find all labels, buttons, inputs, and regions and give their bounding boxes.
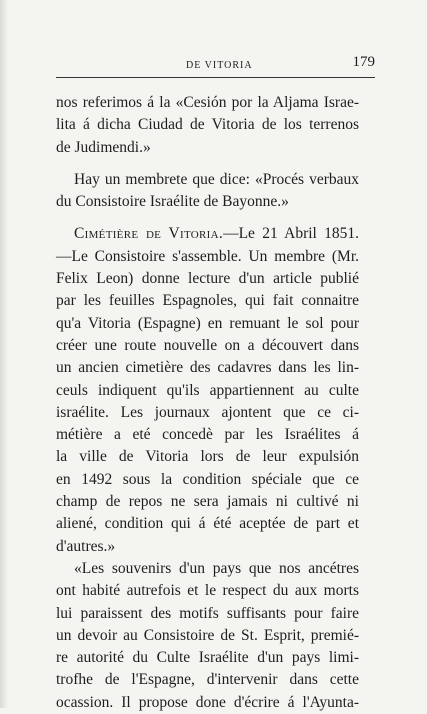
- body-text: [56, 92, 359, 714]
- text-line: lita á dicha Ciudad de Vitoria de los terrenos: [56, 116, 359, 134]
- section-heading: Cimétière de Vitoria.: [74, 225, 224, 243]
- section-heading-line: [56, 223, 359, 245]
- text-line: re autorité du Culte Israélite d'un pays limi-: [56, 649, 359, 667]
- header-rule: [56, 77, 375, 78]
- text-line: aliené, condition qui á été aceptée de part et: [56, 515, 359, 533]
- text-line: ocassion. Il propose done d'écrire á l'Ayunta-: [56, 693, 359, 711]
- text-line: par les feuilles Espagnoles, qui fait connaitre: [56, 292, 359, 310]
- text-line: champ de repos ne sera jamais ni cultivé ni: [56, 493, 359, 511]
- text-line: métière a eté concedè par les Israélites á: [56, 426, 359, 444]
- text-line: qu'a Vitoria (Espagne) en remuant le sol pour: [56, 314, 359, 332]
- text-line: ceuls indiquent qu'ils appartiennent au culte: [56, 381, 359, 399]
- text-line: «Les souvenirs d'un pays que nos ancétres: [74, 559, 359, 577]
- page-number: 179: [352, 54, 375, 70]
- text-line: un devoir au Consistoire de St. Esprit, premié-: [56, 626, 359, 644]
- text-line: nos referimos á la «Cesión por la Aljama Israe-: [56, 94, 359, 111]
- text-line: d'autres.»: [56, 537, 116, 555]
- text-line: trofhe de l'Espagne, d'intervenir dans cette: [56, 671, 359, 689]
- text-line: Felix Leon) donne lecture d'un article publié: [56, 270, 359, 288]
- text-line: ont habité autrefois et le respect du aux morts: [56, 582, 359, 600]
- text-line: en 1492 sous la condition spéciale que ce: [56, 470, 359, 488]
- text-line: —Le Consistoire s'assemble. Un membre (Mr.: [56, 247, 359, 265]
- text-line: un ancien cimetière des cadavres dans les lin-: [56, 359, 359, 377]
- text-line: israélite. Les journaux ajontent que ce ci-: [56, 403, 359, 421]
- text-line: du Consistoire Israélite de Bayonne.»: [56, 193, 289, 211]
- text-line: de Judimendi.»: [56, 138, 151, 156]
- text-line: la ville de Vitoria lors de leur expulsión: [56, 448, 359, 466]
- running-head: [56, 54, 375, 74]
- section-heading-date: —Le 21 Abril 1851.: [223, 225, 360, 243]
- text-line: Hay un membrete que dice: «Procés verbaux: [74, 170, 359, 188]
- text-line: lui paraissent des motifs suffisants pour faire: [56, 604, 359, 622]
- text-line: créer une route nouvelle on a découvert dans: [56, 336, 359, 354]
- running-title: DE VITORIA: [186, 60, 253, 71]
